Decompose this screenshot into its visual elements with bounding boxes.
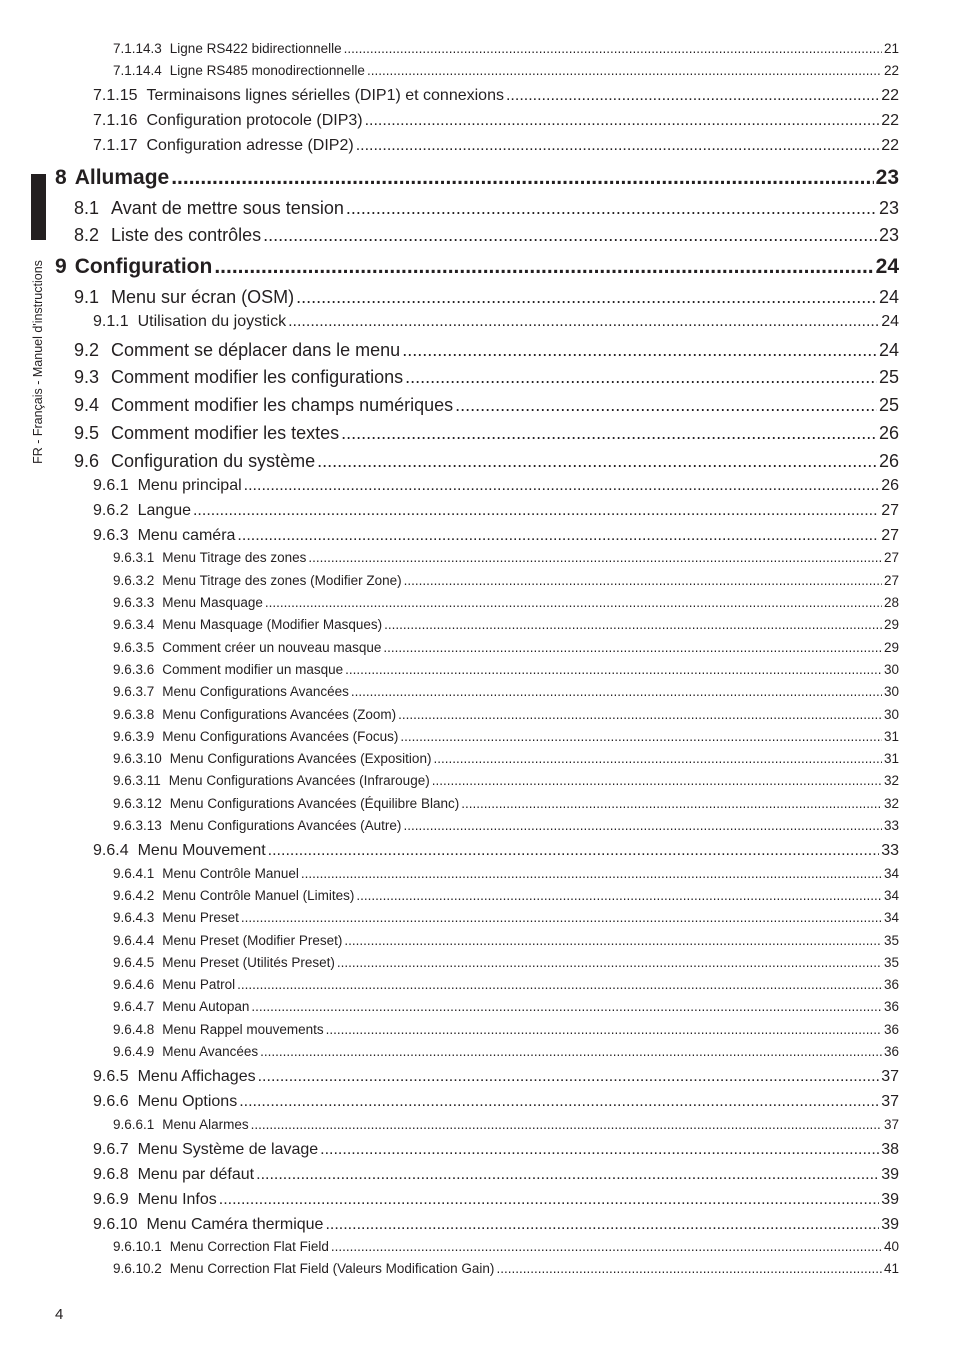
toc-entry-page: 37 xyxy=(881,1068,899,1085)
toc-entry[interactable] xyxy=(113,1022,899,1037)
toc-entry-number: 9.6.3.7 xyxy=(113,684,155,699)
toc-entry-number: 9.6.3.1 xyxy=(113,550,155,565)
dot-leader xyxy=(433,751,882,766)
dot-leader xyxy=(346,198,877,219)
toc-entry[interactable] xyxy=(113,573,899,588)
toc-entry-number: 9.6.3.6 xyxy=(113,662,155,677)
toc-entry-page: 40 xyxy=(883,1239,899,1254)
toc-entry-number: 9.6.3.13 xyxy=(113,818,162,833)
toc-entry[interactable] xyxy=(113,796,899,811)
dot-leader xyxy=(405,367,877,388)
toc-entry-page: 34 xyxy=(883,910,899,925)
dot-leader xyxy=(455,395,877,416)
toc-entry-title: Comment créer un nouveau masque xyxy=(162,640,382,655)
toc-entry[interactable] xyxy=(113,866,899,881)
toc-entry-title: Menu Infos xyxy=(137,1191,217,1208)
toc-entry-number: 9.6.1 xyxy=(93,477,129,494)
toc-entry-number: 9.6.8 xyxy=(93,1166,129,1183)
toc-entry-title: Ligne RS485 monodirectionnelle xyxy=(169,63,365,78)
dot-leader xyxy=(320,1141,879,1159)
toc-entry[interactable] xyxy=(113,977,899,992)
toc-entry-title: Configuration adresse (DIP2) xyxy=(146,137,354,154)
toc-entry-number: 9.6.4.3 xyxy=(113,910,155,925)
toc-entry-page: 23 xyxy=(875,166,899,189)
dot-leader xyxy=(244,477,880,495)
toc-entry-title: Comment modifier un masque xyxy=(162,662,344,677)
dot-leader xyxy=(404,573,882,588)
toc-entry-page: 27 xyxy=(883,573,899,588)
toc-entry-page: 32 xyxy=(883,796,899,811)
toc-entry-page: 21 xyxy=(883,41,899,56)
dot-leader xyxy=(288,313,879,331)
dot-leader xyxy=(237,527,879,545)
toc-entry[interactable] xyxy=(93,842,899,860)
toc-entry-title: Menu Masquage xyxy=(162,595,263,610)
toc-entry[interactable] xyxy=(113,640,899,655)
toc-entry-page: 31 xyxy=(883,729,899,744)
dot-leader xyxy=(365,112,880,130)
toc-entry-number: 9.6.4.8 xyxy=(113,1022,155,1037)
toc-entry-page: 35 xyxy=(883,933,899,948)
dot-leader xyxy=(193,502,879,520)
toc-entry[interactable] xyxy=(113,550,899,565)
toc-entry[interactable] xyxy=(113,955,899,970)
dot-leader xyxy=(331,1239,882,1254)
dot-leader xyxy=(345,662,882,677)
dot-leader xyxy=(171,166,873,190)
toc-entry-number: 9.4 xyxy=(74,395,100,415)
toc-entry[interactable] xyxy=(113,910,899,925)
toc-entry[interactable] xyxy=(93,477,899,495)
toc-entry[interactable] xyxy=(113,1261,899,1276)
toc-entry[interactable] xyxy=(55,166,899,190)
toc-entry-page: 30 xyxy=(883,707,899,722)
toc-entry-title: Menu Configurations Avancées (Équilibre Blanc) xyxy=(169,796,460,811)
dot-leader xyxy=(263,225,877,246)
toc-entry[interactable] xyxy=(74,225,899,246)
dot-leader xyxy=(325,1216,879,1234)
dot-leader xyxy=(496,1261,882,1276)
toc-entry-page: 32 xyxy=(883,773,899,788)
toc-entry-title: Menu Masquage (Modifier Masques) xyxy=(162,617,383,632)
toc-entry-title: Comment modifier les textes xyxy=(111,423,340,443)
toc-entry-page: 26 xyxy=(878,423,899,443)
toc-entry[interactable] xyxy=(93,87,899,105)
toc-entry-page: 29 xyxy=(883,617,899,632)
toc-entry-title: Liste des contrôles xyxy=(111,225,262,245)
toc-entry-page: 27 xyxy=(881,502,899,519)
toc-entry-title: Terminaisons lignes sérielles (DIP1) et connexions xyxy=(146,87,504,104)
toc-entry-number: 9.6.5 xyxy=(93,1068,129,1085)
toc-entry-title: Menu Système de lavage xyxy=(137,1141,319,1158)
toc-entry[interactable] xyxy=(55,255,899,279)
toc-entry-title: Allumage xyxy=(74,166,170,189)
dot-leader xyxy=(296,287,877,308)
toc-entry-title: Menu Affichages xyxy=(137,1068,256,1085)
toc-entry-title: Menu Configurations Avancées (Focus) xyxy=(162,729,399,744)
toc-entry-title: Menu Configurations Avancées (Autre) xyxy=(169,818,402,833)
dot-leader xyxy=(384,617,882,632)
toc-entry[interactable] xyxy=(113,999,899,1014)
toc-entry-page: 30 xyxy=(883,662,899,677)
toc-entry-page: 30 xyxy=(883,684,899,699)
dot-leader xyxy=(356,888,882,903)
toc-entry-page: 36 xyxy=(883,1044,899,1059)
toc-entry-number: 9.6.4 xyxy=(93,842,129,859)
toc-entry-page: 26 xyxy=(881,477,899,494)
dot-leader xyxy=(214,255,873,279)
toc-entry-number: 9.6.4.9 xyxy=(113,1044,155,1059)
dot-leader xyxy=(241,910,882,925)
dot-leader xyxy=(383,640,882,655)
toc-entry-page: 34 xyxy=(883,888,899,903)
dot-leader xyxy=(251,999,882,1014)
dot-leader xyxy=(265,595,882,610)
toc-entry-title: Menu Correction Flat Field xyxy=(169,1239,329,1254)
toc-entry[interactable] xyxy=(113,707,899,722)
toc-entry[interactable] xyxy=(113,729,899,744)
dot-leader xyxy=(237,977,882,992)
toc-entry-number: 9.6.3.5 xyxy=(113,640,155,655)
toc-entry-number: 9.6.3.9 xyxy=(113,729,155,744)
dot-leader xyxy=(268,842,880,860)
toc-entry-number: 7.1.14.4 xyxy=(113,63,162,78)
toc-entry-title: Comment modifier les champs numériques xyxy=(111,395,454,415)
toc-entry-number: 9.6.9 xyxy=(93,1191,129,1208)
toc-entry-title: Ligne RS422 bidirectionnelle xyxy=(169,41,342,56)
toc-entry-page: 34 xyxy=(883,866,899,881)
toc-entry-title: Langue xyxy=(137,502,191,519)
dot-leader xyxy=(219,1191,879,1209)
toc-entry-page: 25 xyxy=(878,395,899,415)
dot-leader xyxy=(403,818,882,833)
toc-entry[interactable] xyxy=(113,818,899,833)
toc-entry[interactable] xyxy=(74,367,899,388)
toc-entry-page: 28 xyxy=(883,595,899,610)
toc-entry[interactable] xyxy=(93,502,899,520)
toc-entry-title: Avant de mettre sous tension xyxy=(111,198,344,218)
toc-entry-title: Menu Options xyxy=(137,1093,238,1110)
toc-entry-page: 25 xyxy=(878,367,899,387)
toc-entry-number: 9.6.3.10 xyxy=(113,751,162,766)
toc-entry-number: 9.6.10 xyxy=(93,1216,138,1233)
toc-entry[interactable] xyxy=(74,287,899,308)
toc-entry-page: 41 xyxy=(883,1261,899,1276)
toc-entry-page: 37 xyxy=(881,1093,899,1110)
toc-entry-page: 22 xyxy=(881,87,899,104)
dot-leader xyxy=(337,955,882,970)
toc-entry-number: 9.6.3.11 xyxy=(113,773,161,788)
toc-entry[interactable] xyxy=(113,41,899,56)
toc-entry[interactable] xyxy=(113,1239,899,1254)
toc-entry-title: Menu Mouvement xyxy=(137,842,266,859)
dot-leader xyxy=(308,550,882,565)
toc-entry-number: 9.6.6 xyxy=(93,1093,129,1110)
toc-entry-page: 36 xyxy=(883,1022,899,1037)
toc-entry-page: 24 xyxy=(881,313,899,330)
toc-entry-number: 9.6.10.1 xyxy=(113,1239,162,1254)
toc-entry[interactable] xyxy=(113,888,899,903)
toc-entry-page: 37 xyxy=(883,1117,899,1132)
dot-leader xyxy=(341,423,877,444)
toc-entry-number: 9 xyxy=(55,255,67,278)
toc-entry-title: Menu Autopan xyxy=(162,999,250,1014)
toc-entry-number: 9.6.4.1 xyxy=(113,866,155,881)
toc-entry-page: 24 xyxy=(875,255,899,278)
toc-entry[interactable] xyxy=(74,423,899,444)
dot-leader xyxy=(239,1093,879,1111)
toc-entry-number: 9.6.10.2 xyxy=(113,1261,162,1276)
dot-leader xyxy=(356,137,880,155)
toc-entry-number: 7.1.17 xyxy=(93,137,138,154)
toc-entry-number: 9.6.3.3 xyxy=(113,595,155,610)
dot-leader xyxy=(344,933,882,948)
toc-entry-page: 22 xyxy=(881,112,899,129)
toc-entry-title: Menu Titrage des zones (Modifier Zone) xyxy=(162,573,402,588)
toc-entry-page: 39 xyxy=(881,1166,899,1183)
toc-entry[interactable] xyxy=(93,527,899,545)
toc-entry-number: 9.6.4.2 xyxy=(113,888,155,903)
toc-entry[interactable] xyxy=(113,773,899,788)
toc-entry-page: 22 xyxy=(881,137,899,154)
toc-entry[interactable] xyxy=(113,617,899,632)
toc-entry-page: 35 xyxy=(883,955,899,970)
toc-entry-title: Menu principal xyxy=(137,477,242,494)
toc-entry-number: 9.1.1 xyxy=(93,313,129,330)
toc-entry-page: 38 xyxy=(881,1141,899,1158)
toc-entry-number: 9.6.4.4 xyxy=(113,933,155,948)
toc-entry-page: 33 xyxy=(883,818,899,833)
toc-entry-number: 8.1 xyxy=(74,198,100,218)
toc-entry-title: Menu Patrol xyxy=(162,977,236,992)
toc-entry[interactable] xyxy=(113,662,899,677)
toc-entry-title: Menu Avancées xyxy=(162,1044,259,1059)
toc-entry[interactable] xyxy=(93,313,899,331)
toc-entry-number: 9.6 xyxy=(74,451,100,471)
toc-entry-number: 9.6.4.7 xyxy=(113,999,155,1014)
toc-entry-number: 8 xyxy=(55,166,67,189)
toc-entry-page: 24 xyxy=(878,340,899,360)
toc-entry-title: Menu Rappel mouvements xyxy=(162,1022,324,1037)
toc-entry-number: 9.6.3.12 xyxy=(113,796,162,811)
toc-entry-title: Menu Preset (Utilités Preset) xyxy=(162,955,335,970)
dot-leader xyxy=(400,729,882,744)
toc-entry[interactable] xyxy=(93,112,899,130)
toc-entry-title: Configuration du système xyxy=(111,451,316,471)
toc-entry[interactable] xyxy=(74,395,899,416)
toc-entry-title: Comment se déplacer dans le menu xyxy=(111,340,401,360)
toc-entry[interactable] xyxy=(93,1216,899,1234)
toc-entry-number: 7.1.14.3 xyxy=(113,41,162,56)
toc-entry-page: 36 xyxy=(883,977,899,992)
dot-leader xyxy=(301,866,882,881)
page-number: 4 xyxy=(55,1306,64,1323)
toc-entry[interactable] xyxy=(93,137,899,155)
dot-leader xyxy=(317,451,877,472)
toc-entry-page: 23 xyxy=(878,198,899,218)
dot-leader xyxy=(432,773,882,788)
dot-leader xyxy=(260,1044,882,1059)
toc-entry[interactable] xyxy=(113,1117,899,1132)
toc-entry[interactable] xyxy=(93,1166,899,1184)
toc-entry-number: 7.1.15 xyxy=(93,87,138,104)
toc-entry-title: Menu Configurations Avancées (Zoom) xyxy=(162,707,397,722)
toc-entry[interactable] xyxy=(113,933,899,948)
toc-entry-page: 22 xyxy=(883,63,899,78)
toc-entry[interactable] xyxy=(113,1044,899,1059)
toc-entry-number: 9.3 xyxy=(74,367,100,387)
toc-entry-title: Menu Titrage des zones xyxy=(162,550,307,565)
dot-leader xyxy=(402,340,877,361)
side-label: FR - Français - Manuel d'instructions xyxy=(31,260,45,464)
dot-leader xyxy=(258,1068,880,1086)
toc-entry-page: 39 xyxy=(881,1191,899,1208)
toc-entry[interactable] xyxy=(113,751,899,766)
toc-entry[interactable] xyxy=(74,451,899,472)
toc-entry-number: 9.6.3 xyxy=(93,527,129,544)
toc-entry-number: 9.6.7 xyxy=(93,1141,129,1158)
dot-leader xyxy=(461,796,882,811)
toc-entry-number: 9.6.4.6 xyxy=(113,977,155,992)
dot-leader xyxy=(506,87,879,105)
toc-entry-title: Menu sur écran (OSM) xyxy=(111,287,295,307)
toc-entry-page: 23 xyxy=(878,225,899,245)
toc-entry[interactable] xyxy=(93,1191,899,1209)
toc-entry-page: 39 xyxy=(881,1216,899,1233)
toc-entry-number: 9.6.2 xyxy=(93,502,129,519)
toc-entry-number: 7.1.16 xyxy=(93,112,138,129)
toc-entry-title: Configuration protocole (DIP3) xyxy=(146,112,363,129)
toc-entry[interactable] xyxy=(113,63,899,78)
toc-entry-title: Menu Preset (Modifier Preset) xyxy=(162,933,343,948)
toc-entry[interactable] xyxy=(74,198,899,219)
toc-entry-number: 8.2 xyxy=(74,225,100,245)
toc-entry-number: 9.1 xyxy=(74,287,100,307)
dot-leader xyxy=(344,41,882,56)
toc-entry-title: Menu Configurations Avancées xyxy=(162,684,349,699)
toc-entry-title: Menu par défaut xyxy=(137,1166,255,1183)
toc-entry-page: 31 xyxy=(883,751,899,766)
dot-leader xyxy=(398,707,882,722)
toc-entry-page: 33 xyxy=(881,842,899,859)
toc-entry-number: 9.6.3.4 xyxy=(113,617,155,632)
toc-entry-title: Menu Contrôle Manuel (Limites) xyxy=(162,888,355,903)
toc-entry-number: 9.6.4.5 xyxy=(113,955,155,970)
toc-entry[interactable] xyxy=(93,1141,899,1159)
toc-entry-title: Configuration xyxy=(74,255,213,278)
toc-entry-page: 26 xyxy=(878,451,899,471)
dot-leader xyxy=(326,1022,882,1037)
toc-entry[interactable] xyxy=(93,1068,899,1086)
toc-entry-page: 36 xyxy=(883,999,899,1014)
toc-entry-page: 24 xyxy=(878,287,899,307)
toc-entry[interactable] xyxy=(113,595,899,610)
toc-entry-title: Menu Alarmes xyxy=(162,1117,249,1132)
toc-entry-page: 29 xyxy=(883,640,899,655)
toc-entry-title: Menu Preset xyxy=(162,910,239,925)
toc-entry-title: Menu Correction Flat Field (Valeurs Modification Gain) xyxy=(169,1261,495,1276)
toc-entry-title: Menu Contrôle Manuel xyxy=(162,866,299,881)
dot-leader xyxy=(351,684,882,699)
toc-entry-number: 9.2 xyxy=(74,340,100,360)
toc-entry-number: 9.6.3.8 xyxy=(113,707,155,722)
toc-entry-title: Menu Configurations Avancées (Exposition) xyxy=(169,751,432,766)
dot-leader xyxy=(367,63,882,78)
dot-leader xyxy=(251,1117,882,1132)
dot-leader xyxy=(256,1166,879,1184)
toc-entry-title: Menu Caméra thermique xyxy=(146,1216,324,1233)
toc-entry-title: Menu caméra xyxy=(137,527,236,544)
toc-entry-page: 27 xyxy=(883,550,899,565)
toc-entry[interactable] xyxy=(113,684,899,699)
toc-entry-number: 9.6.6.1 xyxy=(113,1117,155,1132)
toc-entry-number: 9.6.3.2 xyxy=(113,573,155,588)
toc-entry-title: Utilisation du joystick xyxy=(137,313,287,330)
toc-entry-title: Menu Configurations Avancées (Infrarouge) xyxy=(168,773,430,788)
toc-entry-page: 27 xyxy=(881,527,899,544)
toc-entry-title: Comment modifier les configurations xyxy=(111,367,404,387)
toc-entry[interactable] xyxy=(93,1093,899,1111)
toc-entry[interactable] xyxy=(74,340,899,361)
toc-entry-number: 9.5 xyxy=(74,423,100,443)
